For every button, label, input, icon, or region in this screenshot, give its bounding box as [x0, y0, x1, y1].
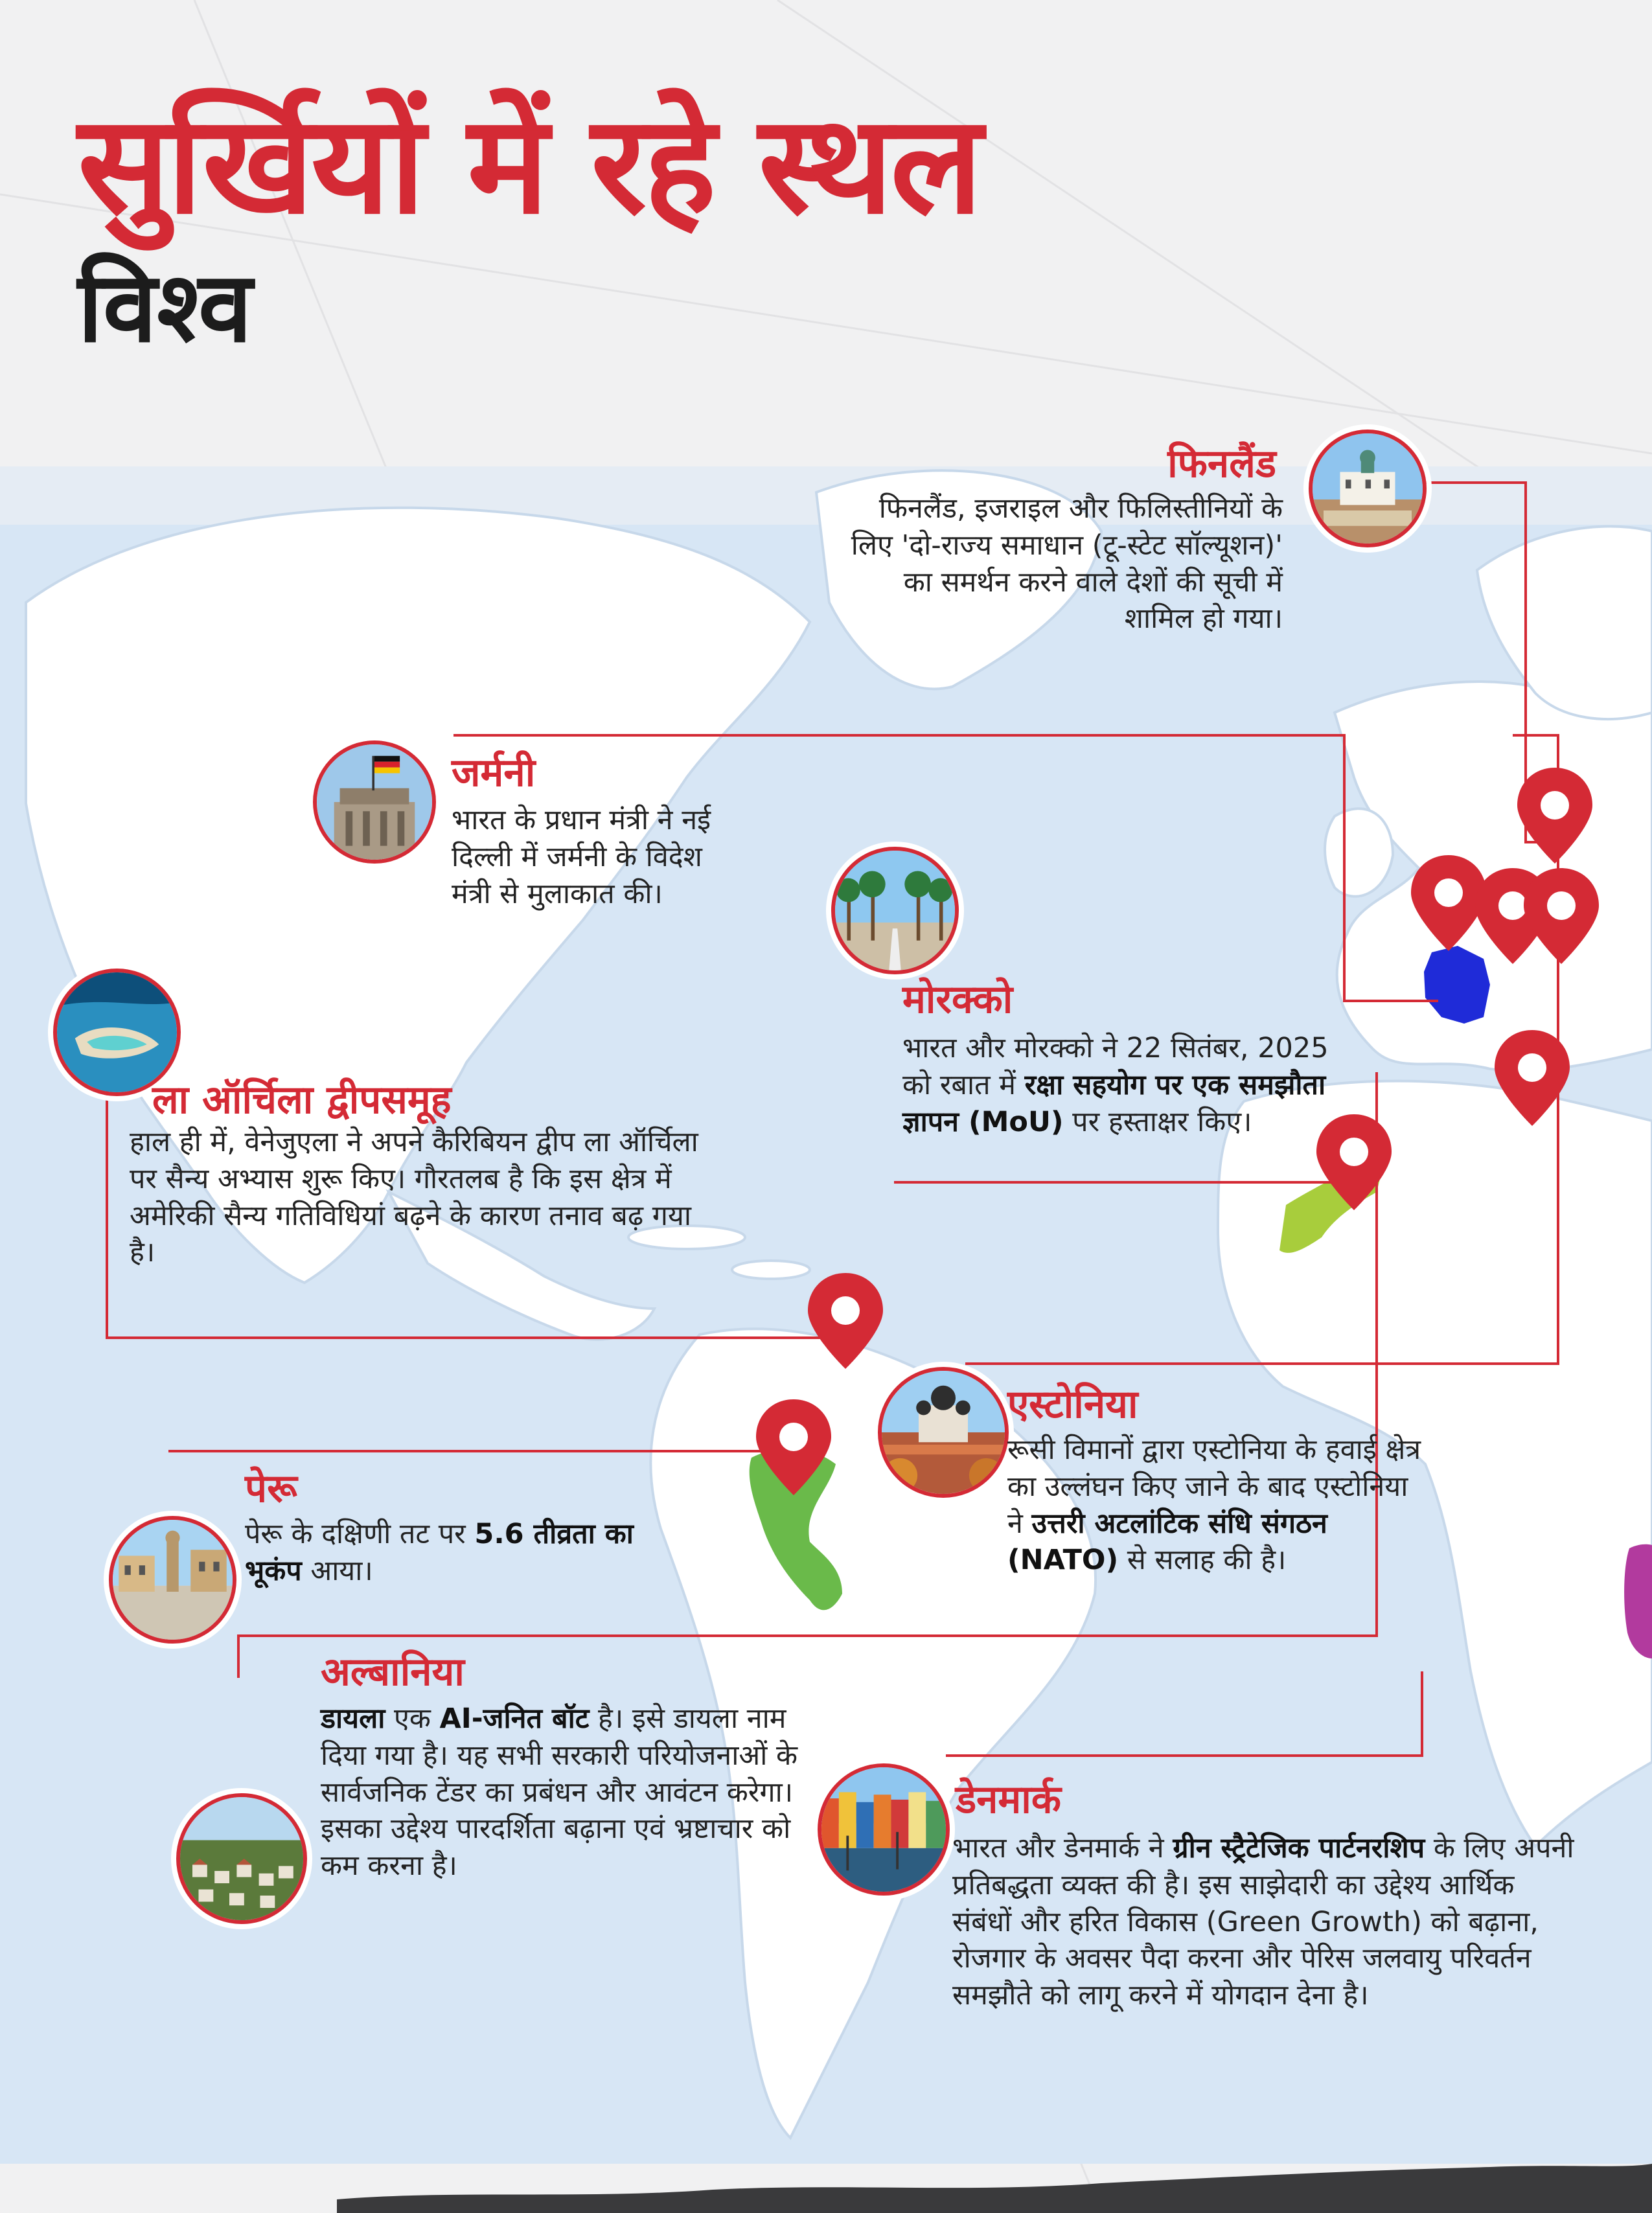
peru-text-bold: 5.6 तीव्रता का भूकंप: [245, 1518, 634, 1587]
germany-title: जर्मनी: [452, 750, 536, 796]
denmark-text-bold: ग्रीन स्ट्रैटेजिक पार्टनरशिप: [1173, 1832, 1425, 1864]
morocco-title: मोरक्को: [902, 977, 1013, 1022]
albania-text-1: एक: [385, 1703, 440, 1735]
morocco-text-1: भारत और मोरक्को ने 22 सितंबर, 2025 को रबात में: [902, 1032, 1329, 1101]
denmark-photo: [818, 1763, 950, 1896]
peru-text: [245, 1516, 634, 1590]
germany-photo: [313, 740, 436, 864]
denmark-text: [952, 1830, 1574, 2014]
torn-edge: [337, 2164, 1652, 2213]
denmark-title: डेनमार्क: [956, 1777, 1061, 1822]
morocco-text-bold: रक्षा सहयोग पर एक समझौता ज्ञापन (MoU): [902, 1068, 1326, 1138]
albania-text-2: है। इसे डायला नाम दिया गया है। यह सभी सरकारी परियोजनाओं के सार्वजनिक टेंडर का प्रबंधन और आवंटन करेगा। इसका उद्देश्य पारदर्शिता बढ़ाना एवं भ्रष्टाचार को कम करना है।: [321, 1703, 797, 1882]
finland-text: फिनलैंड, इजराइल और फिलिस्तीनियों के लिए 'दो-राज्य समाधान (टू-स्टेट सॉल्यूशन)' का समर्थन करने वाले देशों की सूची में शामिल हो गया।: [851, 492, 1283, 636]
finland-title: फिनलैंड: [1167, 441, 1276, 487]
page-subtitle: विश्व: [78, 251, 253, 364]
albania-bold-2: AI-जनित बॉट: [439, 1703, 590, 1735]
peru-text-1: पेरू के दक्षिणी तट पर: [245, 1518, 475, 1550]
la-orchila-title: ला ऑर्चिला द्वीपसमूह: [152, 1077, 452, 1123]
estonia-photo: [878, 1367, 1009, 1498]
peru-title: पेरू: [245, 1466, 297, 1511]
page-title: सुर्खियों में रहे स्थल: [78, 86, 980, 244]
estonia-text-bold: उत्तरी अटलांटिक संधि संगठन (NATO): [1007, 1507, 1327, 1577]
morocco-text: [902, 1030, 1343, 1140]
albania-bold-1: डायला: [321, 1703, 385, 1735]
denmark-text-1: भारत और डेनमार्क ने: [952, 1832, 1173, 1864]
la-orchila-text: हाल ही में, वेनेजुएला ने अपने कैरिबियन द्वीप ला ऑर्चिला पर सैन्य अभ्यास शुरू किए। गौरतलब है कि इस क्षेत्र में अमेरिकी सैन्य गतिविधियां बढ़ने के कारण तनाव बढ़ गया है।: [130, 1126, 698, 1269]
peru-text-2: आया।: [301, 1554, 373, 1587]
estonia-title: एस्टोनिया: [1007, 1382, 1138, 1427]
germany-text: भारत के प्रधान मंत्री ने नई दिल्ली में जर्मनी के विदेश मंत्री से मुलाकात की।: [452, 804, 711, 910]
albania-title: अल्बानिया: [321, 1649, 465, 1695]
denmark-text-2: के लिए अपनी प्रतिबद्धता व्यक्त की है। इस साझेदारी का उद्देश्य आर्थिक संबंधों और हरित विकास (Green Growth) को बढ़ाना, रोजगार के अवसर पैदा करना और पेरिस जलवायु परिवर्तन समझौते को लागू करने में योगदान देना है।: [952, 1832, 1574, 2012]
estonia-text: [1007, 1432, 1422, 1579]
estonia-text-2: से सलाह की है।: [1118, 1544, 1287, 1577]
morocco-photo: [831, 847, 959, 974]
morocco-text-2: पर हस्ताक्षर किए।: [1063, 1105, 1252, 1138]
albania-photo: [176, 1793, 307, 1924]
estonia-text-1: रूसी विमानों द्वारा एस्टोनिया के हवाई क्षेत्र का उल्लंघन किए जाने के बाद एस्टोनिया ने: [1007, 1434, 1421, 1540]
albania-text: [321, 1701, 800, 1885]
finland-photo: [1309, 430, 1427, 547]
peru-photo: [109, 1516, 236, 1644]
